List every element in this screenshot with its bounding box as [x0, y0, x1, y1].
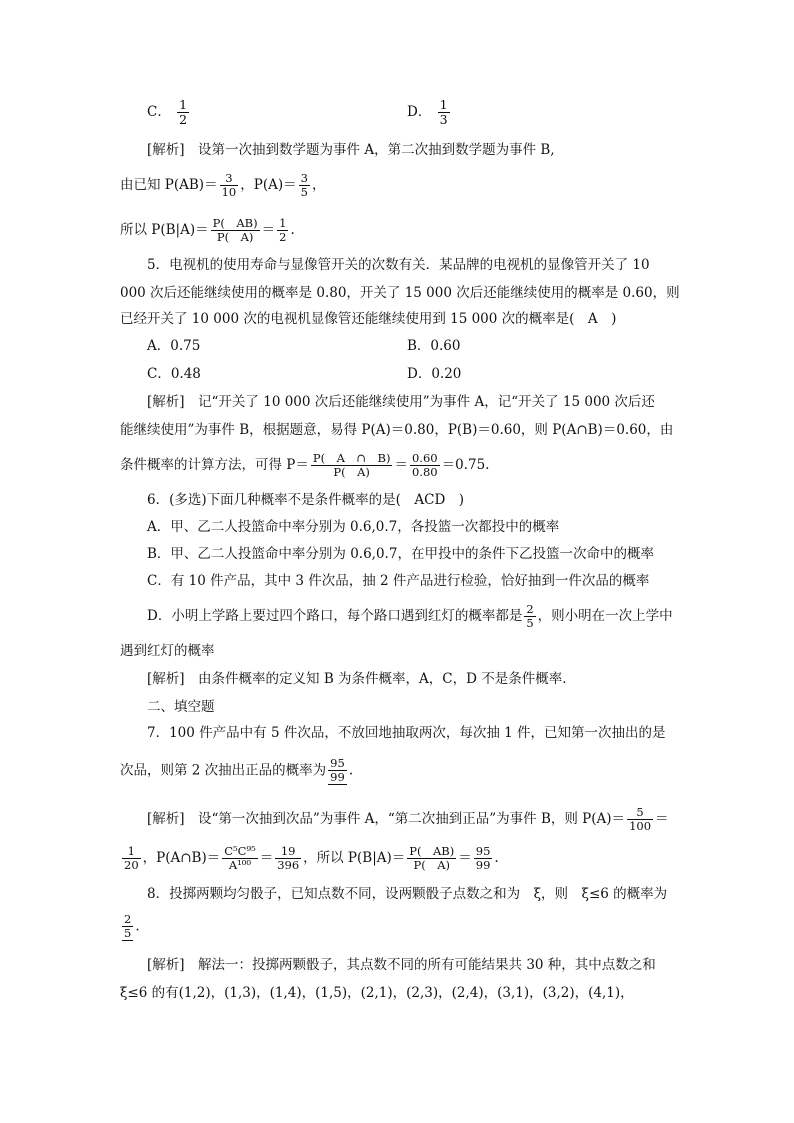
q8-stem-line-2: [120, 913, 140, 941]
q5-stem-line-1: 5．电视机的使用寿命与显像管开关的次数有关．某品牌的电视机的显像管开关了 10: [147, 257, 650, 273]
numerator: 5: [627, 806, 653, 820]
q6-solution: [解析] 由条件概率的定义知 B 为条件概率，A，C，D 不是条件概率．: [147, 671, 576, 687]
denominator: 3: [439, 112, 448, 127]
fraction: [222, 845, 257, 872]
q5-option-a: A．0.75: [147, 338, 201, 354]
numerator: 2: [124, 912, 132, 926]
q4-solution-line-3: [120, 217, 295, 244]
text: ＝: [655, 811, 669, 827]
q8-solution-line-1: [解析] 解法一：投掷两颗骰子，其点数不同的所有可能结果共 30 种，其中点数之和: [147, 957, 656, 973]
option-label: D．: [407, 104, 432, 120]
q5-option-b: B．0.60: [407, 338, 461, 354]
q8-solution-line-2: ξ≤6 的有(1,2)，(1,3)，(1,4)，(1,5)，(2,1)，(2,3)，(2,4)，(3,1)，(3,2)，(4,1)，: [120, 985, 634, 1001]
denominator: P( A): [333, 465, 370, 479]
text: ，P(A∩B)＝: [142, 850, 221, 866]
text: ，: [311, 177, 326, 193]
text: .: [290, 222, 295, 238]
fraction: [275, 845, 301, 872]
denominator: 10: [221, 185, 237, 199]
text: 所以 P(B|A)＝: [120, 222, 209, 238]
denominator: 396: [277, 858, 300, 872]
q4-option-c: [147, 98, 191, 127]
fraction: [410, 452, 440, 479]
q4-solution-line-1: [解析] 设第一次抽到数学题为事件 A，第二次抽到数学题为事件 B,: [147, 142, 555, 158]
text: 由已知 P(AB)＝: [120, 177, 218, 193]
denominator: 2: [279, 230, 287, 244]
numerator: 95: [330, 756, 345, 770]
text: 条件概率的计算方法，可得 P＝: [120, 457, 309, 473]
q7-solution-line-2: [120, 845, 499, 872]
numerator: 3: [220, 172, 239, 186]
q8-stem-line-1: 8．投掷两颗均匀骰子，已知点数不同，设两颗骰子点数之和为 ξ，则 ξ≤6 的概率为: [147, 886, 668, 902]
numerator: 1: [279, 216, 287, 230]
text: ＝: [458, 850, 472, 866]
q6-option-d-line-2: 遇到红灯的概率: [120, 643, 215, 659]
q5-stem-line-2: 000 次后还能继续使用的概率是 0.80，开关了 15 000 次后还能继续使用的概率是 0.60，则: [120, 285, 680, 301]
q6-option-c: C．有 10 件产品，其中 3 件次品，抽 2 件产品进行检验，恰好抽到一件次品的概率: [147, 573, 650, 589]
text: .: [135, 918, 140, 935]
denominator: P( A): [413, 858, 451, 872]
q6-option-a: A．甲、乙二人投篮命中率分别为 0.6,0.7，各投篮一次都投中的概率: [147, 519, 560, 535]
numerator: 1: [179, 97, 188, 112]
denominator: P( A): [216, 230, 254, 244]
text: .: [348, 762, 354, 779]
numerator: 1: [122, 845, 141, 859]
fraction: [311, 452, 393, 479]
denominator: 5: [526, 616, 534, 630]
text: 次品，则第 2 次抽出正品的概率为: [120, 762, 327, 779]
q4-solution-line-2: [120, 172, 325, 199]
q5-option-d: D．0.20: [407, 366, 462, 382]
fraction: [524, 603, 535, 630]
numerator: C⁵C⁹⁵: [224, 844, 256, 858]
numerator: 1: [439, 97, 448, 112]
q7-stem-line-2: [120, 757, 353, 785]
fraction: [474, 845, 493, 872]
denominator: 99: [330, 770, 345, 784]
fraction: [627, 806, 653, 833]
text: ＝0.75.: [441, 457, 490, 473]
fraction: [122, 845, 141, 872]
q5-option-c: C．0.48: [147, 366, 201, 382]
fraction: [299, 172, 310, 199]
text: ，所以 P(B|A)＝: [303, 850, 406, 866]
denominator: 5: [124, 926, 132, 940]
answer-fraction: [328, 757, 347, 785]
text: ＝: [259, 850, 274, 866]
denominator: 20: [124, 858, 139, 872]
denominator: 99: [475, 858, 491, 872]
text: D．小明上学路上要过四个路口，每个路口遇到红灯的概率都是: [147, 608, 523, 624]
numerator: 19: [275, 845, 301, 859]
fraction: [220, 172, 239, 199]
answer-fraction: [122, 913, 133, 941]
fraction: [177, 98, 189, 127]
q5-solution-line-1: [解析] 记“开关了 10 000 次后还能继续使用”为事件 A，记“开关了 15 000 次后还: [147, 394, 655, 410]
q5-stem-line-3: 已经开关了 10 000 次的电视机显像管还能继续使用到 15 000 次的概率是( A ): [120, 311, 617, 327]
numerator: P( AB): [212, 216, 258, 230]
text: ＝: [261, 222, 276, 238]
q6-option-b: B．甲、乙二人投篮命中率分别为 0.6,0.7，在甲投中的条件下乙投篮一次命中的概率: [147, 546, 654, 562]
denominator: 2: [179, 112, 188, 127]
text: ，则小明在一次上学中: [537, 608, 673, 624]
option-label: C．: [147, 104, 171, 120]
text: ＝: [394, 457, 408, 473]
denominator: 0.80: [411, 465, 438, 479]
section-title: 二、填空题: [147, 699, 215, 715]
numerator: 95: [475, 844, 491, 858]
numerator: P( AB): [409, 844, 455, 858]
denominator: 5: [300, 185, 308, 199]
fraction: [407, 845, 456, 872]
denominator: A¹⁰⁰: [228, 858, 252, 872]
q4-option-d: [407, 98, 452, 127]
fraction: [438, 98, 450, 127]
numerator: P( A ∩ B): [312, 451, 391, 465]
q5-solution-line-2: 能继续使用”为事件 B，根据题意，易得 P(A)＝0.80，P(B)＝0.60，则 P(A∩B)＝0.60，由: [120, 422, 674, 438]
numerator: 2: [526, 602, 534, 616]
fraction: [211, 217, 260, 244]
numerator: 3: [300, 171, 308, 185]
q7-stem-line-1: 7．100 件产品中有 5 件次品，不放回地抽取两次，每次抽 1 件，已知第一次抽出的是: [147, 725, 666, 741]
q6-stem: 6．(多选)下面几种概率不是条件概率的是( ACD ): [147, 492, 465, 508]
text: .: [494, 850, 499, 866]
text: ，P(A)＝: [240, 177, 297, 193]
text: [解析] 设“第一次抽到次品”为事件 A，“第二次抽到正品”为事件 B，则 P(A)＝: [147, 811, 626, 827]
numerator: 0.60: [411, 451, 438, 465]
denominator: 100: [629, 819, 652, 833]
q5-solution-line-3: [120, 452, 489, 479]
q7-solution-line-1: [147, 806, 669, 833]
q6-option-d: [147, 603, 673, 630]
fraction: [277, 217, 288, 244]
